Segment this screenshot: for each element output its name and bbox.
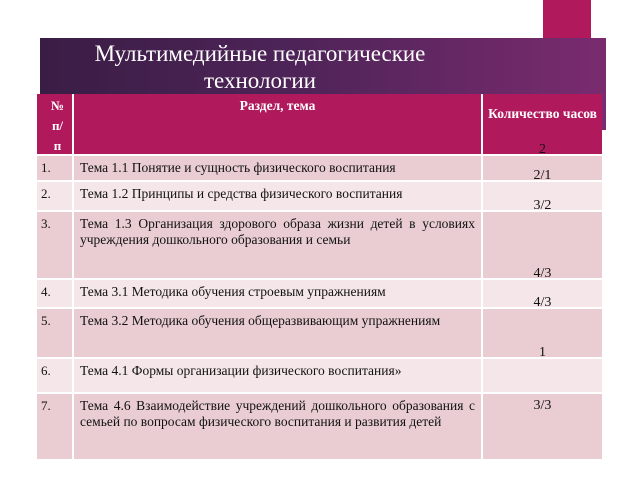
- header-number-line3: п: [53, 138, 62, 153]
- row-hours-value: 3/3: [533, 398, 552, 413]
- row-topic: Тема 1.2 Принципы и средства физического воспитания: [73, 181, 482, 211]
- row-topic: Тема 1.3 Организация здорового образа жизни детей в условиях учреждения дошкольного образования и семьи: [73, 211, 482, 279]
- curriculum-table: [37, 94, 602, 459]
- row-hours-value: 1: [539, 345, 546, 360]
- header-topic-label: Раздел, тема: [239, 98, 316, 113]
- slide-title: [40, 38, 480, 94]
- slide-title-line2: технологии: [204, 68, 316, 93]
- row-number: 5.: [37, 308, 73, 358]
- row-number: 3.: [37, 211, 73, 279]
- table-row: [37, 393, 602, 459]
- row-number: 2.: [37, 181, 73, 211]
- row-number: 4.: [37, 279, 73, 308]
- row-topic: Тема 1.1 Понятие и сущность физического воспитания: [73, 155, 482, 181]
- header-number-line1: №: [50, 98, 65, 113]
- row-topic: Тема 4.6 Взаимодействие учреждений дошкольного образования с семьей по вопросам физического воспитания и развития детей: [73, 393, 482, 459]
- row-topic: Тема 4.1 Формы организации физического воспитания»: [73, 358, 482, 393]
- header-topic: [73, 94, 482, 155]
- row-hours-value: 2/1: [533, 168, 552, 183]
- row-hours: [482, 393, 602, 459]
- header-hours-label: Количество часов: [488, 106, 597, 121]
- row-hours-value: 3/2: [533, 198, 552, 213]
- row-topic: Тема 3.1 Методика обучения строевым упражнениям: [73, 279, 482, 308]
- row-hours: [482, 345, 602, 393]
- table-row: [37, 358, 602, 393]
- row-number: 1.: [37, 155, 73, 181]
- row-hours-value: 2: [539, 142, 546, 157]
- slide-title-line1: Мультимедийные педагогические: [94, 41, 426, 66]
- row-hours-value: 4/3: [533, 266, 552, 281]
- row-number: 7.: [37, 393, 73, 459]
- header-number: [37, 94, 73, 155]
- row-hours-value: 4/3: [533, 295, 552, 310]
- header-number-line2: п/: [51, 118, 64, 133]
- row-number: 6.: [37, 358, 73, 393]
- row-topic: Тема 3.2 Методика обучения общеразвивающим упражнениям: [73, 308, 482, 358]
